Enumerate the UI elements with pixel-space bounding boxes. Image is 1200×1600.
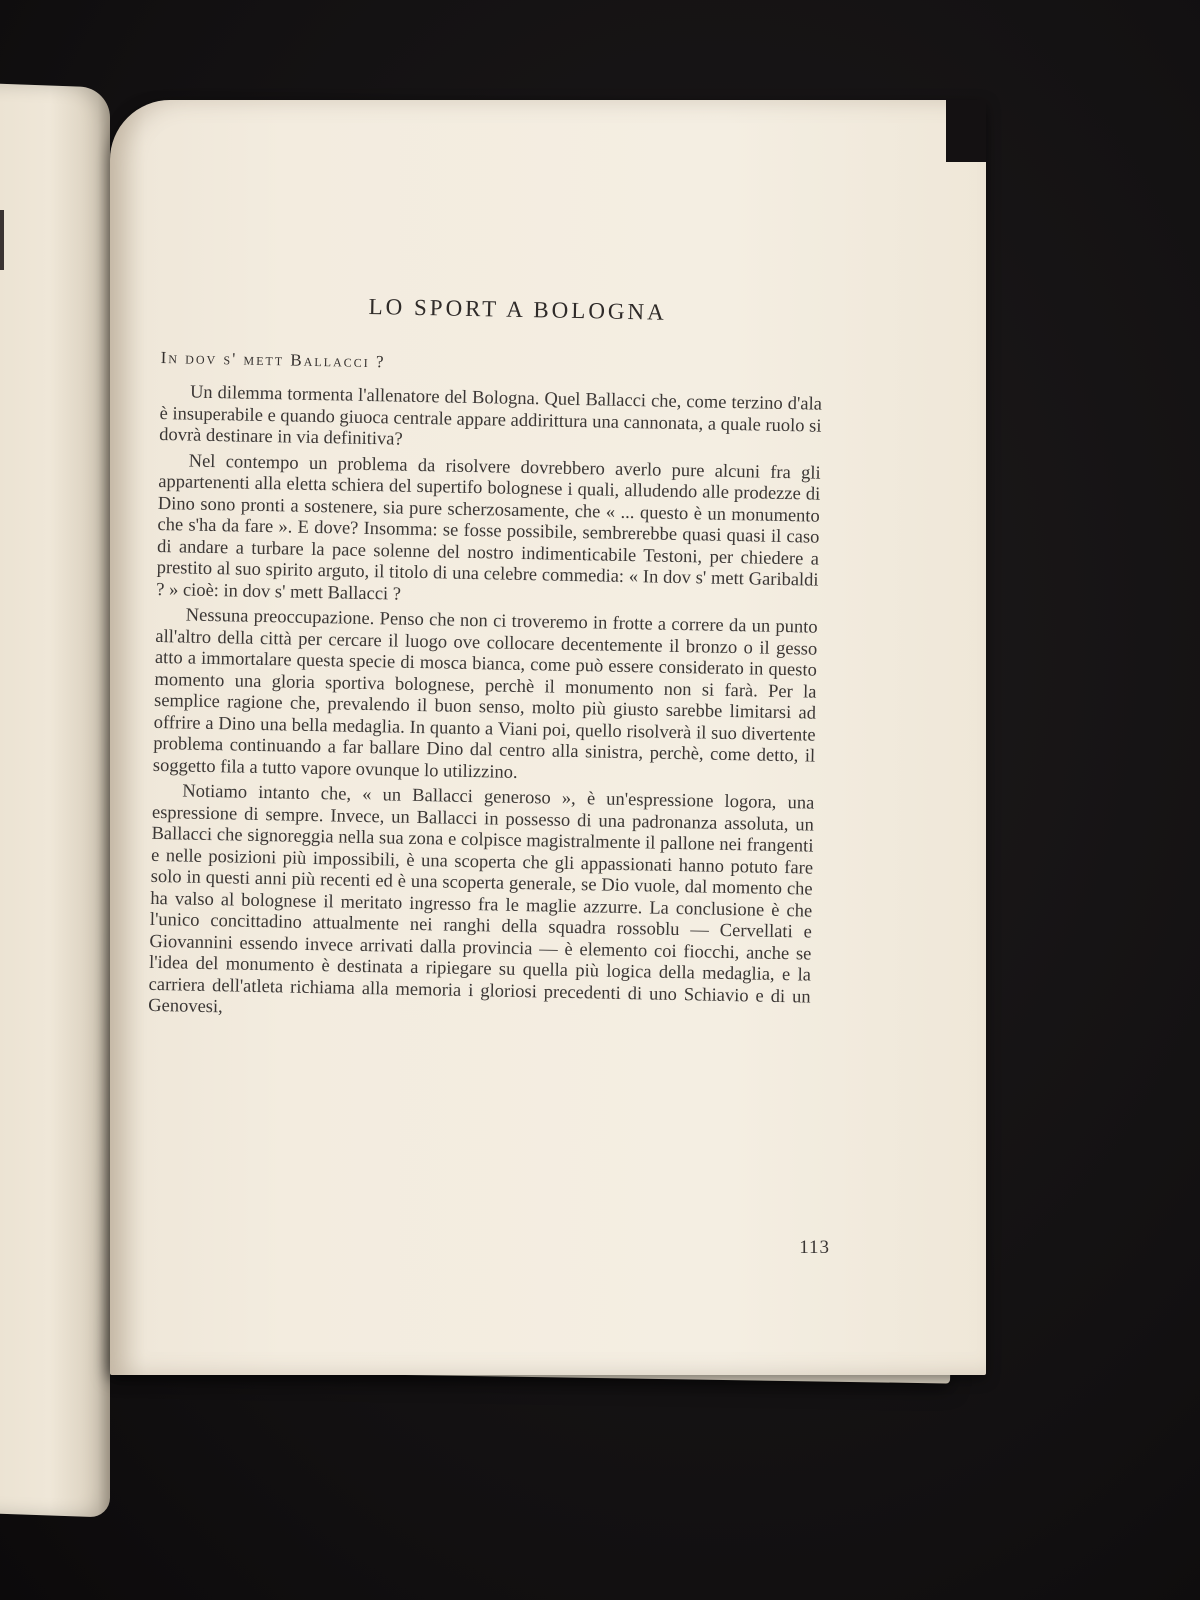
page-number: 113	[799, 1237, 830, 1258]
paragraph-2: Nel contempo un problema da risolvere dovrebbero averlo pure alcuni fra gli appartenenti alla eletta schiera del supertifo bolognese i quali, alludendo alle prodezze di Dino sono pronti a sostenere, sia pure scherzosamente, che « ... questo è un monumento che s'ha da fare ». E dove? Insomma: se fosse possibile, sembrerebbe quasi quasi il caso di andare a turbare la pace solenne del nostro indimenticabile Testoni, per chiedere a prestito al suo spirito arguto, il titolo di una celebre commedia: « In dov s' mett Garibaldi ? » cioè: in dov s' mett Ballacci ?	[156, 451, 821, 605]
chapter-title: LO SPORT A BOLOGNA	[368, 293, 668, 325]
paragraph-3: Nessuna preoccupazione. Penso che non ci troveremo in frotte a correre da un punto all'altro della città per cercare il luogo ove collocare decentemente il bronzo o il gesso atto a immortalare questa specie di mosca bianca, come può essere considerato in questo momento una gloria sportiva bolognese, perchè il monumento non si farà. Per la semplice ragione che, prevalendo il buon senso, molto più giusto sarebbe limitarsi ad offrire a Dino una bella medaglia. In quanto a Viani poi, quello risolverà il suo divertente problema continuando a far ballare Dino dal centro alla sinistra, perchè, come detto, il soggetto fila a tutto vapore ovunque lo utilizzino.	[152, 605, 818, 783]
paragraph-1: Un dilemma tormenta l'allenatore del Bologna. Quel Ballacci che, come terzino d'ala è insuperabile e quando giuoca centrale appare addirittura una cannonata, a quale ruolo si dovrà destinare in via definitiva?	[159, 382, 823, 450]
text-block	[148, 290, 824, 1034]
page-top-step	[946, 100, 986, 162]
left-page	[0, 82, 110, 1517]
section-heading: In dov s' mett Ballacci ?	[160, 347, 386, 372]
book-page	[110, 100, 986, 1375]
paragraph-4: Notiamo intanto che, « un Ballacci generoso », è un'espressione logora, una espressione di sempre. Invece, un Ballacci in possesso di una padronanza assoluta, un Ballacci che signoreggia nella sua zona e colpisce magistralmente il pallone nei frangenti e nelle posizioni più impossibili, è una scoperta che gli appassionati hanno potuto fare solo in questi anni più recenti ed è una scoperta generale, se Dio vuole, dal momento che ha valso al bolognese il meritato ingresso fra le maglie azzurre. La conclusione è che l'unico concittadino attualmente nei ranghi della squadra rossoblu — Cervellati e Giovannini essendo invece arrivati dalla provincia — è elemento coi fiocchi, anche se l'idea del monumento è destinata a ripiegare su quella più logica della medaglia, e la carriera dell'atleta richiama alla memoria i gloriosi precedenti di uno Schiavio e di un Genovesi,	[148, 781, 815, 1018]
left-page-edge-mark	[0, 210, 4, 270]
